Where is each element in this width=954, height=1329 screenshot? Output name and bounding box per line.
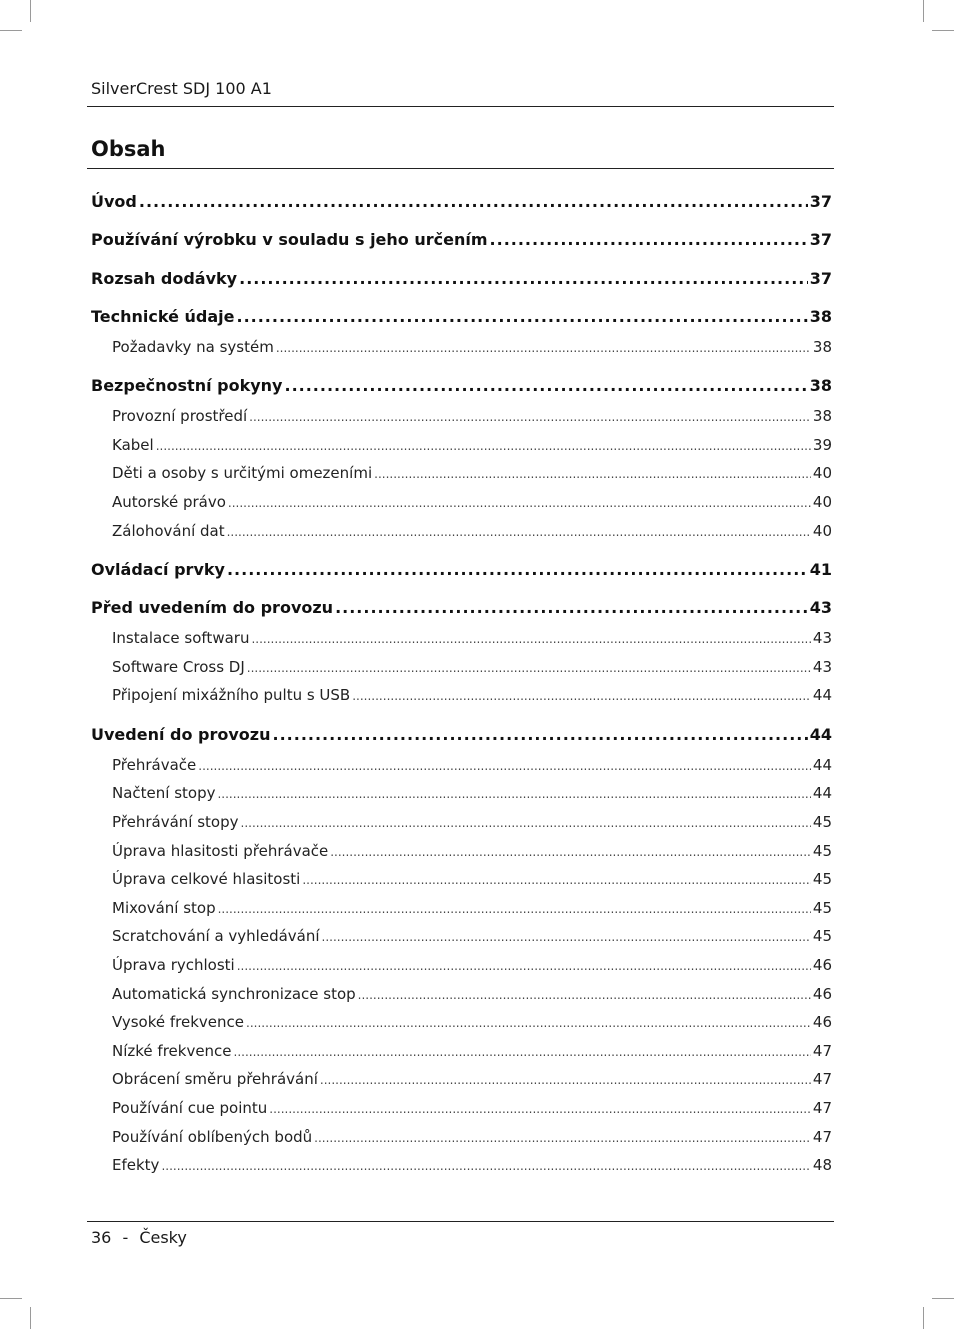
toc-section[interactable]: [91, 927, 832, 945]
toc-entry-page: 44: [809, 724, 832, 744]
toc-leader-dots: [249, 410, 811, 424]
toc-leader-dots: [236, 307, 807, 326]
toc-entry-page: 43: [812, 629, 832, 648]
toc-chapter[interactable]: [91, 725, 832, 744]
crop-mark: [932, 30, 954, 31]
toc-entry-label: Úprava rychlosti: [112, 955, 235, 974]
toc-section[interactable]: [91, 338, 832, 356]
toc-entry-label: Instalace softwaru: [112, 629, 250, 648]
toc-entry-label: Přehrávače: [112, 755, 197, 774]
toc-leader-dots: [251, 632, 810, 646]
toc-section[interactable]: [91, 1099, 832, 1117]
toc-entry-page: 47: [812, 1127, 832, 1146]
crop-mark: [932, 1298, 954, 1299]
toc-section[interactable]: [91, 436, 832, 454]
toc-leader-dots: [217, 787, 810, 801]
toc-entry-label: Rozsah dodávky: [91, 268, 238, 288]
toc-leader-dots: [330, 845, 811, 859]
toc-entry-label: Úprava celkové hlasitosti: [112, 870, 301, 889]
toc-entry-page: 40: [812, 464, 832, 483]
crop-mark: [30, 0, 31, 22]
toc-leader-dots: [247, 661, 811, 675]
toc-leader-dots: [218, 902, 811, 916]
running-header: SilverCrest SDJ 100 A1: [91, 79, 272, 98]
toc-leader-dots: [161, 1159, 810, 1173]
toc-entry-label: Děti a osoby s určitými omezeními: [112, 464, 373, 483]
toc-section[interactable]: [91, 1070, 832, 1088]
toc-entry-label: Zálohování dat: [112, 521, 225, 540]
footer-language: Česky: [139, 1228, 187, 1247]
toc-entry-label: Ovládací prvky: [91, 559, 225, 579]
toc-leader-dots: [314, 1131, 811, 1145]
toc-entry-page: 47: [812, 1041, 832, 1060]
toc-section[interactable]: [91, 870, 832, 888]
toc-leader-dots: [239, 269, 808, 288]
toc-section[interactable]: [91, 658, 832, 676]
toc-leader-dots: [276, 341, 811, 355]
toc-section[interactable]: [91, 629, 832, 647]
toc-entry-page: 47: [812, 1098, 832, 1117]
toc-entry-page: 38: [812, 337, 832, 356]
page-footer: [91, 1228, 187, 1247]
toc-leader-dots: [490, 230, 808, 249]
crop-mark: [0, 30, 22, 31]
toc-entry-label: Úvod: [91, 192, 137, 211]
toc-entry-label: Provozní prostředí: [112, 407, 248, 426]
toc-entry-label: Bezpečnostní pokyny: [91, 376, 283, 396]
toc-entry-label: Používání oblíbených bodů: [112, 1127, 313, 1146]
toc-section[interactable]: [91, 493, 832, 511]
toc-entry-page: 37: [809, 230, 832, 250]
footer-rule: [87, 1221, 834, 1222]
toc-leader-dots: [227, 560, 808, 579]
toc-leader-dots: [322, 930, 811, 944]
toc-entry-label: Mixování stop: [112, 898, 216, 917]
toc-section[interactable]: [91, 756, 832, 774]
toc-entry-page: 40: [812, 493, 832, 511]
toc-entry-label: Technické údaje: [91, 306, 235, 326]
toc-entry-page: 46: [812, 955, 832, 974]
toc-section[interactable]: [91, 1042, 832, 1060]
toc-entry-label: Vysoké frekvence: [112, 1013, 244, 1032]
toc-section[interactable]: [91, 985, 832, 1003]
toc-section[interactable]: [91, 784, 832, 802]
toc-section[interactable]: [91, 522, 832, 540]
toc-leader-dots: [320, 1073, 811, 1087]
toc-entry-page: 45: [812, 812, 832, 831]
toc-entry-page: 45: [812, 870, 832, 889]
crop-mark: [923, 0, 924, 22]
toc-section[interactable]: [91, 464, 832, 482]
toc-entry-page: 44: [812, 686, 832, 705]
toc-entry-label: Software Cross DJ: [112, 657, 245, 676]
toc-entry-label: Efekty: [112, 1156, 160, 1175]
toc-section[interactable]: [91, 686, 832, 704]
toc-entry-page: 43: [809, 598, 832, 618]
toc-leader-dots: [335, 598, 808, 617]
toc-entry-label: Používání výrobku v souladu s jeho určením: [91, 230, 488, 250]
toc-chapter[interactable]: [91, 598, 832, 617]
toc-entry-label: Uvedení do provozu: [91, 724, 271, 744]
toc-entry-label: Úprava hlasitosti přehrávače: [112, 841, 329, 860]
toc-entry-page: 45: [812, 898, 832, 917]
page-number: 36: [91, 1228, 112, 1247]
toc-chapter[interactable]: [91, 230, 832, 249]
crop-mark: [923, 1307, 924, 1329]
toc-entry-page: 38: [809, 376, 832, 396]
toc-entry-page: 43: [812, 657, 832, 676]
toc-section[interactable]: [91, 813, 832, 831]
toc-leader-dots: [241, 816, 811, 830]
toc-leader-dots: [237, 959, 811, 973]
toc-leader-dots: [374, 467, 811, 481]
toc-leader-dots: [352, 689, 811, 703]
toc-chapter[interactable]: [91, 376, 832, 395]
toc-leader-dots: [284, 376, 807, 395]
toc-section[interactable]: [91, 1128, 832, 1146]
header-rule: [87, 106, 834, 107]
toc-entry-label: Načtení stopy: [112, 784, 216, 803]
crop-mark: [30, 1307, 31, 1329]
toc-section[interactable]: [91, 1156, 832, 1174]
toc-entry-page: 37: [809, 268, 832, 288]
toc-leader-dots: [227, 525, 811, 539]
toc-entry-page: 46: [812, 1013, 832, 1032]
toc-entry-label: Nízké frekvence: [112, 1041, 232, 1060]
toc-entry-page: 48: [812, 1156, 832, 1175]
toc-entry-label: Připojení mixážního pultu s USB: [112, 686, 351, 705]
toc-heading: Obsah: [91, 137, 166, 161]
toc-entry-page: 46: [812, 984, 832, 1003]
toc-chapter[interactable]: [91, 307, 832, 326]
toc-entry-page: 38: [812, 407, 832, 426]
toc-section[interactable]: [91, 899, 832, 917]
toc-chapter[interactable]: [91, 269, 832, 288]
toc-leader-dots: [234, 1045, 811, 1059]
toc-entry-page: 37: [809, 192, 832, 211]
toc-entry-label: Kabel: [112, 435, 154, 454]
toc-leader-dots: [358, 988, 811, 1002]
toc-entry-page: 45: [812, 841, 832, 860]
toc-entry-label: Obrácení směru přehrávání: [112, 1070, 318, 1089]
toc-section[interactable]: [91, 407, 832, 425]
toc-entry-label: Před uvedením do provozu: [91, 598, 334, 618]
toc-leader-dots: [198, 759, 811, 773]
toc-entry-label: Automatická synchronizace stop: [112, 984, 356, 1003]
toc-entry-label: Přehrávání stopy: [112, 812, 239, 831]
toc-leader-dots: [269, 1102, 811, 1116]
toc-entry-label: Scratchování a vyhledávání: [112, 927, 320, 946]
footer-separator: -: [122, 1228, 129, 1247]
toc-section[interactable]: [91, 956, 832, 974]
toc-chapter[interactable]: [91, 192, 832, 211]
toc-section[interactable]: [91, 1013, 832, 1031]
toc-leader-dots: [273, 725, 808, 744]
heading-rule: [87, 168, 834, 169]
toc-entry-page: 44: [812, 755, 832, 774]
toc-entry-page: 41: [809, 559, 832, 579]
crop-mark: [0, 1298, 22, 1299]
toc-leader-dots: [156, 439, 811, 453]
toc-entry-label: Požadavky na systém: [112, 337, 274, 356]
toc-entry-page: 47: [812, 1070, 832, 1089]
toc-leader-dots: [139, 192, 808, 211]
toc-chapter[interactable]: [91, 560, 832, 579]
toc-entry-page: 45: [812, 927, 832, 946]
toc-section[interactable]: [91, 842, 832, 860]
toc-entry-label: Autorské právo: [112, 493, 226, 511]
toc-entry-label: Používání cue pointu: [112, 1098, 268, 1117]
toc-entry-page: 44: [812, 784, 832, 803]
toc-leader-dots: [302, 873, 811, 887]
toc-leader-dots: [228, 496, 811, 510]
toc-entry-page: 39: [812, 435, 832, 454]
toc-leader-dots: [246, 1016, 811, 1030]
toc-entry-page: 38: [809, 306, 832, 326]
toc-entry-page: 40: [812, 521, 832, 540]
